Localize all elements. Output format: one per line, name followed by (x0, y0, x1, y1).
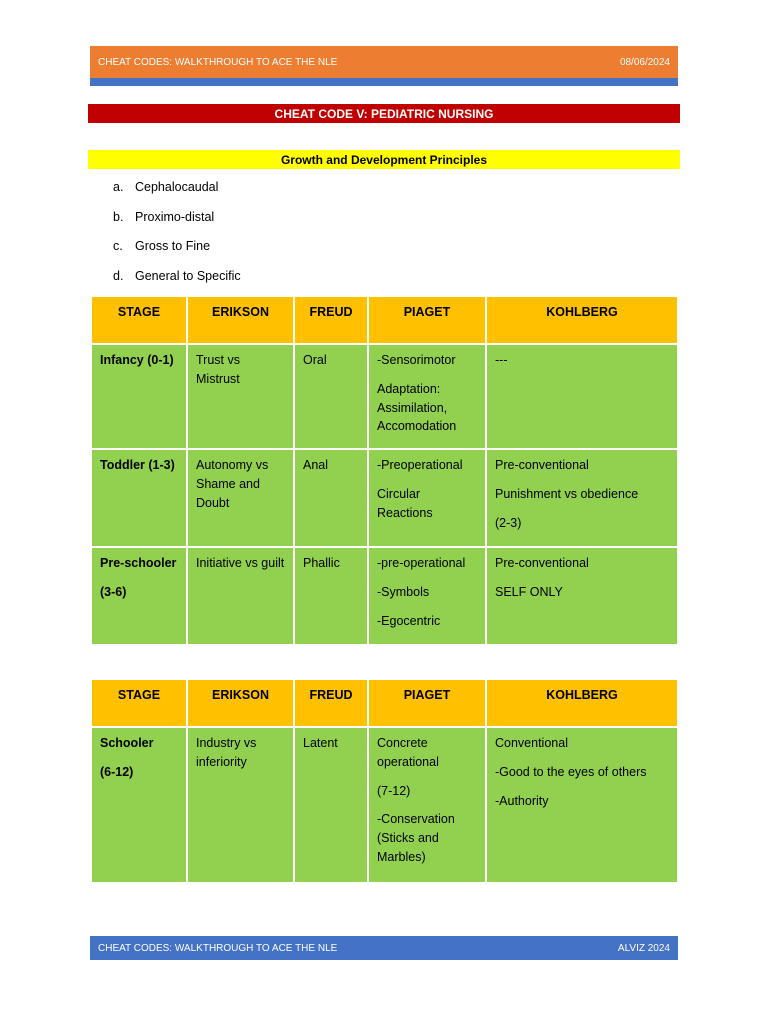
kohlberg-line: Punishment vs obedience (495, 486, 639, 501)
stage-cell (91, 449, 187, 547)
kohlberg-line: -Good to the eyes of others (495, 764, 647, 779)
stage-text: Infancy (0-1) (100, 353, 174, 367)
kohlberg-line: (2-3) (495, 515, 522, 530)
column-header-freud: FREUD (294, 296, 368, 344)
footer-author: ALVIZ 2024 (617, 942, 670, 954)
list-marker: a. (113, 180, 124, 194)
list-item-text: Proximo-distal (135, 209, 215, 224)
stage-text: Schooler (100, 736, 154, 750)
stage-age: (6-12) (100, 764, 134, 779)
stage-text: Pre-schooler (100, 556, 177, 570)
piaget-cell (368, 727, 486, 883)
footer-left-text: CHEAT CODES: WALKTHROUGH TO ACE THE NLE (98, 942, 338, 954)
list-item-text: Cephalocaudal (135, 180, 219, 194)
list-item (113, 210, 241, 240)
principles-list (113, 180, 241, 298)
freud-cell: Phallic (294, 547, 368, 645)
development-table-1 (90, 295, 679, 646)
list-item (113, 269, 241, 299)
header-left-text: CHEAT CODES: WALKTHROUGH TO ACE THE NLE (98, 56, 338, 68)
table-header-row (91, 679, 678, 727)
column-header-freud: FREUD (294, 679, 368, 727)
stage-age: (3-6) (100, 584, 127, 599)
piaget-line: -Symbols (377, 584, 430, 599)
kohlberg-line: Pre-conventional (495, 458, 589, 472)
piaget-line: Adaptation: Assimilation, Accomodation (377, 381, 457, 434)
kohlberg-cell (486, 547, 678, 645)
column-header-kohlberg: KOHLBERG (486, 679, 678, 727)
list-marker: b. (113, 209, 124, 224)
column-header-erikson: ERIKSON (187, 679, 294, 727)
piaget-line: Circular Reactions (377, 486, 433, 520)
column-header-piaget: PIAGET (368, 679, 486, 727)
piaget-line: -Preoperational (377, 458, 463, 472)
list-marker: d. (113, 268, 124, 283)
erikson-cell: Autonomy vs Shame and Doubt (187, 449, 294, 547)
freud-cell: Anal (294, 449, 368, 547)
column-header-erikson: ERIKSON (187, 296, 294, 344)
stage-cell (91, 727, 187, 883)
stage-cell (91, 547, 187, 645)
kohlberg-cell (486, 727, 678, 883)
kohlberg-line: SELF ONLY (495, 584, 563, 599)
freud-cell: Latent (294, 727, 368, 883)
erikson-cell: Initiative vs guilt (187, 547, 294, 645)
column-header-stage: STAGE (91, 679, 187, 727)
header-stripe (90, 78, 678, 86)
kohlberg-line: Conventional (495, 736, 568, 750)
piaget-cell (368, 547, 486, 645)
table-row (91, 727, 678, 883)
piaget-line: (7-12) (377, 783, 411, 798)
stage-cell (91, 344, 187, 449)
piaget-line: Concrete operational (377, 736, 439, 769)
document-title: CHEAT CODE V: PEDIATRIC NURSING (88, 104, 680, 123)
table-row (91, 449, 678, 547)
freud-cell: Oral (294, 344, 368, 449)
piaget-cell (368, 344, 486, 449)
kohlberg-line: -Authority (495, 793, 549, 808)
column-header-kohlberg: KOHLBERG (486, 296, 678, 344)
piaget-cell (368, 449, 486, 547)
erikson-cell: Industry vs inferiority (187, 727, 294, 883)
list-item-text: Gross to Fine (135, 239, 211, 253)
development-table-2 (90, 678, 679, 884)
piaget-line: -pre-operational (377, 556, 466, 570)
table-row (91, 344, 678, 449)
column-header-stage: STAGE (91, 296, 187, 344)
piaget-line: -Sensorimotor (377, 353, 456, 367)
kohlberg-cell (486, 449, 678, 547)
list-item (113, 180, 241, 210)
list-marker: c. (113, 239, 123, 253)
piaget-line: -Conservation (Sticks and Marbles) (377, 812, 455, 864)
kohlberg-line: --- (495, 353, 508, 367)
kohlberg-line: Pre-conventional (495, 556, 589, 570)
erikson-cell: Trust vs Mistrust (187, 344, 294, 449)
header-date: 08/06/2024 (619, 56, 670, 68)
column-header-piaget: PIAGET (368, 296, 486, 344)
stage-text: Toddler (1-3) (100, 458, 175, 472)
page-header (90, 46, 678, 78)
kohlberg-cell (486, 344, 678, 449)
section-heading: Growth and Development Principles (88, 150, 680, 169)
piaget-line: -Egocentric (377, 613, 441, 628)
table-row (91, 547, 678, 645)
table-header-row (91, 296, 678, 344)
list-item-text: General to Specific (135, 268, 241, 283)
page-footer (90, 936, 678, 960)
list-item (113, 239, 241, 269)
